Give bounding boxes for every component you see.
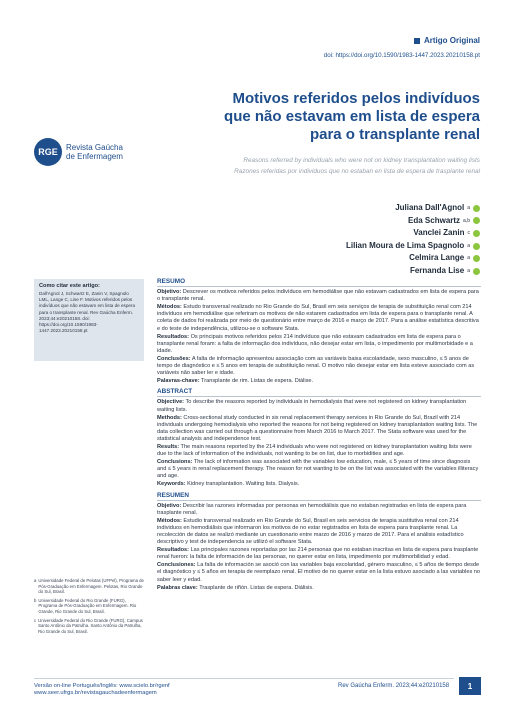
author-name: Celmira Lange	[409, 253, 465, 263]
journal-logo	[34, 138, 123, 166]
divider	[157, 396, 481, 397]
affiliations	[34, 578, 144, 637]
author-affiliation-mark: a	[467, 255, 470, 262]
paragraph-text: Kidney transplantation. Waiting lists. Dialysis.	[185, 481, 300, 488]
abstract-paragraph	[157, 444, 481, 458]
resumen-paragraph	[157, 585, 481, 592]
paragraph-text: Cross-sectional study conducted in six renal replacement therapy services in Rio Grande do Sul, Brazil with 214 individuals undergoing hemodialysis who reported the reasons for not being registered on kidney transplantation waiting lists. The data collection was carried out through a questionnaire from March 2016 to March 2017. The Stata software was used for the statistical analysis and independence test.	[157, 414, 478, 442]
author-affiliation-mark: a,b	[463, 217, 470, 224]
orcid-icon[interactable]	[473, 205, 480, 212]
affiliation-mark: a	[34, 578, 37, 583]
abstract-paragraph	[157, 415, 481, 443]
paragraph-label: Resultados:	[157, 333, 190, 340]
affiliation-text: Universidade Federal do Rio Grande (FURG), Programa de Pós-Graduação em Enfermagem. Rio Grande, Rio Grande do Sul, Brasil.	[38, 597, 137, 614]
resumen-heading: RESUMEN	[157, 491, 189, 499]
journal-name	[66, 143, 123, 161]
author-list	[346, 202, 480, 278]
paragraph-label: Conclusiones:	[157, 562, 196, 569]
paragraph-label: Palavras-chave:	[157, 378, 200, 385]
resumen-body	[157, 503, 481, 592]
article-type	[414, 36, 480, 45]
abstract-paragraph	[157, 399, 481, 413]
affiliation-text: Universidade Federal de Pelotas (UFPel), Programa de Pós-Graduação em Enfermagem. Pelotas, Rio Grande do Sul, Brasil.	[38, 578, 144, 595]
abstract-paragraph	[157, 459, 481, 480]
paragraph-text: Estudo transversal realizado no Rio Grande do Sul, Brasil em seis serviços de terapia de substituição renal com 214 indivíduos em hemodiálise que referiram os motivos de não estarem cadastrados em lista de espera para o transplante renal. A coleta de dados foi realizada por meio de questionário entre março de 2016 e março de 2017. Para a análise estatística descritiva e do teste de independência, utilizou-se o software Stata.	[157, 304, 479, 332]
article-type-label: Artigo Original	[424, 36, 480, 45]
resumo-paragraph	[157, 304, 481, 332]
paragraph-text: A falta de informação apresentou associação com as variáveis baixa escolaridade, sexo masculino, ≤ 5 anos de tempo de diagnóstico e ≤ 5 anos em terapia de substituição renal. O motivo não desejar estar em lista esteve associado com as variáveis não saber ler e idade.	[157, 355, 475, 377]
affiliation-text: Universidade Federal do Rio Grande (FURG), Campus Santo Antônio da Patrulha. Santo Antônio da Patrulha, Rio Grande do Sul, Brasil.	[38, 617, 143, 634]
footer-divider	[34, 678, 454, 679]
paragraph-label: Resultados:	[157, 547, 190, 554]
paragraph-label: Keywords:	[157, 481, 186, 488]
divider	[157, 500, 481, 501]
journal-name-line: de Enfermagem	[66, 152, 123, 161]
footer-site-link[interactable]: www.seer.ufrgs.br/revistagauchadeenfermagem	[34, 690, 157, 696]
author	[346, 227, 480, 240]
paragraph-label: Palabras clave:	[157, 584, 198, 591]
affiliation	[34, 578, 144, 595]
author-name: Eda Schwartz	[408, 215, 461, 225]
title-line: para o transplante renal	[309, 126, 480, 143]
paragraph-text: The lack of information was associated with the variables low education, male, ≤ 5 years of time since diagnosis and ≤ 5 years in renal replacement therapy. The reason for not wanting to be on the list was associated with the variables illiteracy and age.	[157, 459, 479, 480]
paragraph-label: Métodos:	[157, 517, 182, 524]
paragraph-text: To describe the reasons reported by individuals in hemodialysis that were not registered on kidney transplantation waiting lists.	[157, 399, 467, 413]
resumo-paragraph	[157, 289, 481, 303]
paragraph-label: Methods:	[157, 414, 182, 421]
resumo-paragraph	[157, 356, 481, 377]
resumo-body	[157, 289, 481, 385]
title-line: Motivos referidos pelos indivíduos	[232, 90, 480, 107]
orcid-icon[interactable]	[473, 217, 480, 224]
paragraph-label: Results:	[157, 443, 180, 450]
abstracts	[157, 275, 481, 593]
paragraph-text: Descrever os motivos referidos pelos indivíduos em hemodiálise que não estavam cadastrados em lista de espera para o transplante renal.	[157, 289, 479, 303]
author	[346, 252, 480, 265]
paragraph-label: Conclusions:	[157, 459, 193, 466]
footer-online-link[interactable]: Versão on-line Português/Inglês: www.scielo.br/rgenf	[34, 683, 170, 689]
resumo-heading: RESUMO	[157, 278, 186, 285]
journal-name-line: Revista Gaúcha	[66, 143, 123, 152]
author	[346, 240, 480, 253]
journal-logo-icon: RGE	[34, 138, 62, 166]
paragraph-text: La falta de información se asoció con las variables baja escolaridad, género masculino, ≤ 5 años de tiempo desde el diagnóstico y ≤ 5 años en terapia de reemplazo renal. El motivo de no querer estar en la lista estuvo asociado a las variables no saber leer y edad.	[157, 562, 481, 583]
paragraph-label: Objetivo:	[157, 289, 182, 296]
resumo-paragraph	[157, 334, 481, 355]
affiliation-mark: c	[34, 617, 37, 623]
paragraph-label: Métodos:	[157, 304, 182, 311]
title-line: que não estavam em lista de espera	[224, 108, 480, 125]
author	[346, 202, 480, 215]
abstract-body	[157, 399, 481, 488]
resumen-paragraph	[157, 518, 481, 546]
author-name: Juliana Dall'Agnol	[395, 203, 465, 212]
paragraph-text: Estudio transversal realizado en Rio Grande do Sul, Brasil en seis servicios de terapia sustitutiva renal con 214 individuos en hemodiálisis que informaron los motivos de no estar registrados en lista de espera para trasplante renal. La recolección de datos se realizó mediante un cuestionario entre marzo de 2016 y marzo de 2017. Para el análisis estadístico descriptivo y test de independencia se utilizó el software Stata.	[157, 517, 464, 546]
author-affiliation-mark: a	[467, 242, 470, 249]
page-number: 1	[459, 677, 481, 695]
footer-links	[34, 683, 170, 697]
article-title	[180, 90, 480, 144]
paragraph-label: Objective:	[157, 399, 185, 406]
resumen-paragraph	[157, 562, 481, 583]
doi-link[interactable]: doi: https://doi.org/10.1590/1983-1447.2023.20210158.pt	[323, 52, 480, 59]
author-name: Lilian Moura de Lima Spagnolo	[345, 240, 465, 250]
affiliation-mark: b	[34, 597, 37, 603]
paragraph-label: Conclusões:	[157, 355, 191, 362]
paragraph-text: The main reasons reported by the 214 individuals who were not registered on kidney transplantation waiting lists were due to the lack of information of the individuals, not wanting to be on list, due to morbidities and age.	[157, 443, 472, 458]
affiliation	[34, 618, 144, 635]
citation-text: Dall'Agnol J, Schwartz E, Zanin V, Spagnolo LML, Lange C, Lise F. Motivos referidos pelos indivíduos que não estavam em lista de espera para o transplante renal. Rev Gaúcha Enferm. 2023;44:e20210158. doi: https://doi.org/10.1590/1983-1447.2023.20210158.pt	[39, 291, 136, 334]
subtitle-english: Reasons referred by individuals who were not on kidney transplantation waiting lists	[243, 157, 480, 164]
orcid-icon[interactable]	[473, 268, 480, 275]
resumen-paragraph	[157, 503, 481, 517]
square-icon	[414, 38, 420, 44]
paragraph-text: Describir las razones informadas por personas en hemodiálisis que no estaban registradas en lista de espera para trasplante renal.	[157, 502, 467, 516]
orcid-icon[interactable]	[473, 230, 480, 237]
author-affiliation-mark: a	[467, 205, 470, 211]
paragraph-text: Os principais motivos referidos pelos 214 indivíduos que não estavam cadastrados em lista de espera para o transplante renal foram: a falta de informação dos indivíduos, não desejar estar em lista, o impedimento por multimorbidade e a idade.	[157, 333, 473, 354]
author-affiliation-mark: c	[467, 230, 470, 237]
paragraph-text: Las principales razones reportadas por las 214 personas que no estaban inscritas en lista de espera para trasplante renal fueron: la falta de información de las personas, no querer estar en lista, impedimento por multimorbilidad y edad.	[157, 547, 479, 561]
author-name: Fernanda Lise	[409, 265, 465, 275]
orcid-icon[interactable]	[473, 255, 480, 262]
resumen-paragraph	[157, 547, 481, 561]
author-affiliation-mark: a	[467, 267, 470, 274]
abstract-paragraph	[157, 481, 481, 488]
citation-box	[34, 279, 144, 361]
author	[346, 215, 480, 228]
paragraph-text: Transplante de rim. Listas de espera. Diálise.	[199, 378, 314, 385]
subtitle-spanish: Razones referidas por individuos que no estaban en lista de espera de trasplante renal	[234, 168, 480, 175]
orcid-icon[interactable]	[473, 243, 480, 250]
divider	[157, 286, 481, 287]
paragraph-text: Trasplante de riñón. Listas de espera. Diálisis.	[197, 584, 314, 591]
author-name: Vanclei Zanin	[413, 228, 465, 238]
abstract-heading: ABSTRACT	[157, 388, 193, 396]
resumo-paragraph	[157, 378, 481, 385]
affiliation	[34, 598, 144, 615]
paragraph-label: Objetivo:	[157, 502, 182, 509]
citation-title: Como citar este artigo:	[39, 283, 100, 289]
footer-citation: Rev Gaúcha Enferm. 2023;44:e20210158	[338, 683, 450, 689]
